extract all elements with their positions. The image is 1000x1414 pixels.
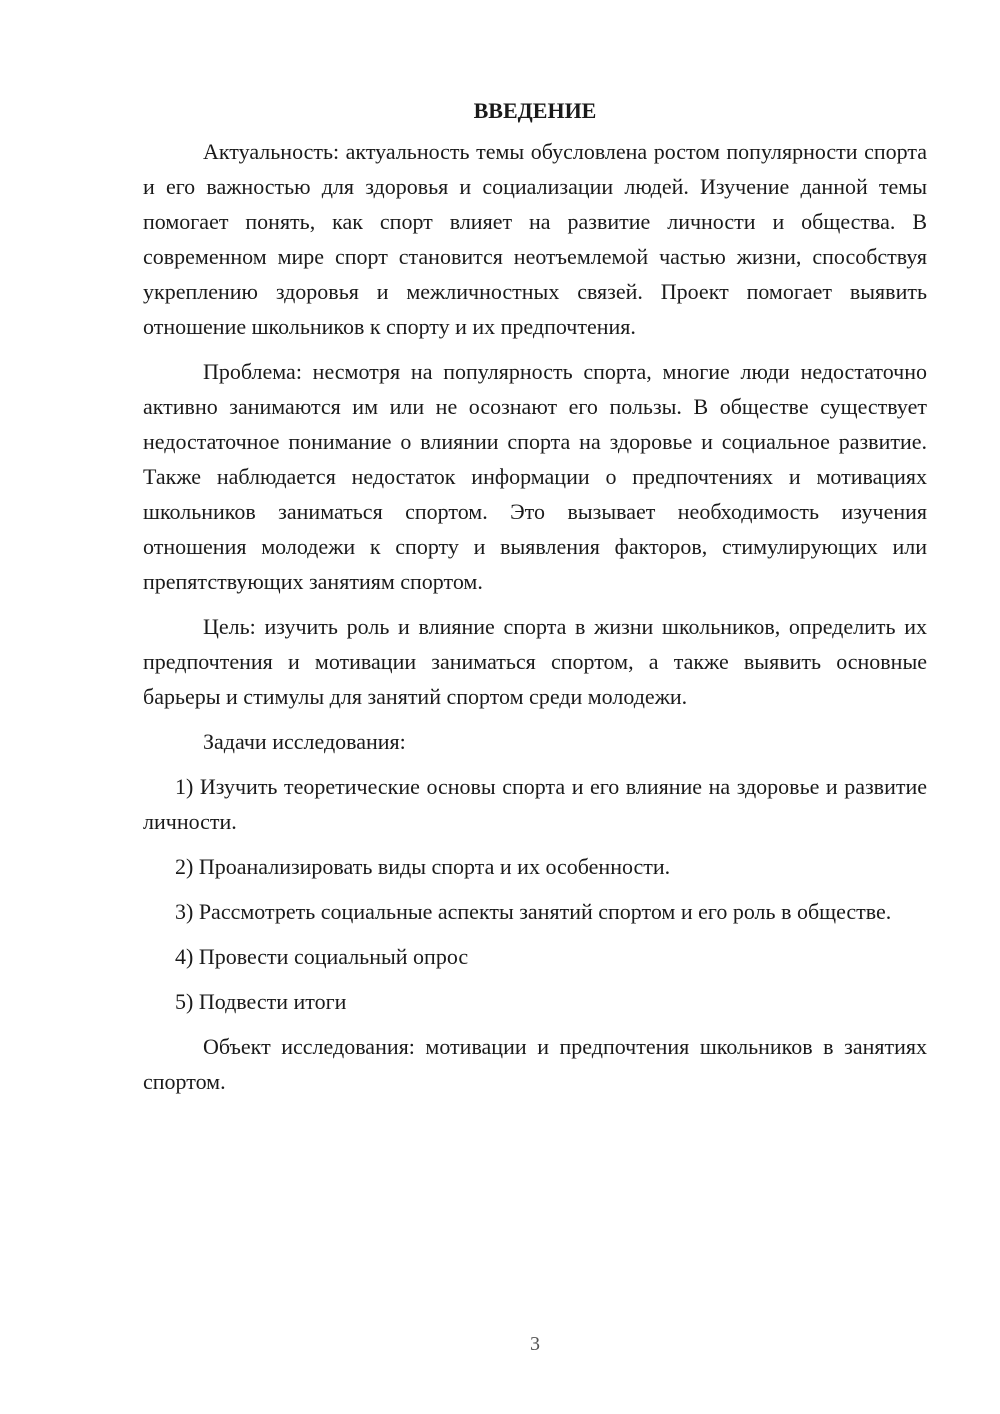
task-item-4: 4) Провести социальный опрос [175,944,469,969]
research-object-paragraph: Объект исследования: мотивации и предпочтения школьников в занятиях спортом. [143,1034,927,1094]
task-item-2: 2) Проанализировать виды спорта и их особенности. [175,854,671,879]
task-item-3: 3) Рассмотреть социальные аспекты занятий спортом и его роль в обществе. [175,899,892,924]
task-item-1: 1) Изучить теоретические основы спорта и его влияние на здоровье и развитие личности. [143,774,927,834]
document-body [143,94,927,1109]
goal-paragraph: Цель: изучить роль и влияние спорта в жизни школьников, определить их предпочтения и мотивации заниматься спортом, а также выявить основные барьеры и стимулы для занятий спортом среди молодежи. [143,614,927,709]
tasks-heading: Задачи исследования: [203,729,406,754]
problem-paragraph: Проблема: несмотря на популярность спорта, многие люди недостаточно активно занимаются им или не осознают его пользы. В обществе существует недостаточное понимание о влиянии спорта на здоровье и социальное развитие. Также наблюдается недостаток информации о предпочтениях и мотивациях школьников заниматься спортом. Это вызывает необходимость изучения отношения молодежи к спорту и выявления факторов, стимулирующих или препятствующих занятиям спортом. [143,359,927,594]
page-number: 3 [530,1333,540,1355]
section-heading: ВВЕДЕНИЕ [473,98,597,123]
relevance-paragraph: Актуальность: актуальность темы обусловлена ростом популярности спорта и его важностью для здоровья и социализации людей. Изучение данной темы помогает понять, как спорт влияет на развитие личности и общества. В современном мире спорт становится неотъемлемой частью жизни, способствуя укреплению здоровья и межличностных связей. Проект помогает выявить отношение школьников к спорту и их предпочтения. [143,139,927,339]
task-item-5: 5) Подвести итоги [175,989,347,1014]
